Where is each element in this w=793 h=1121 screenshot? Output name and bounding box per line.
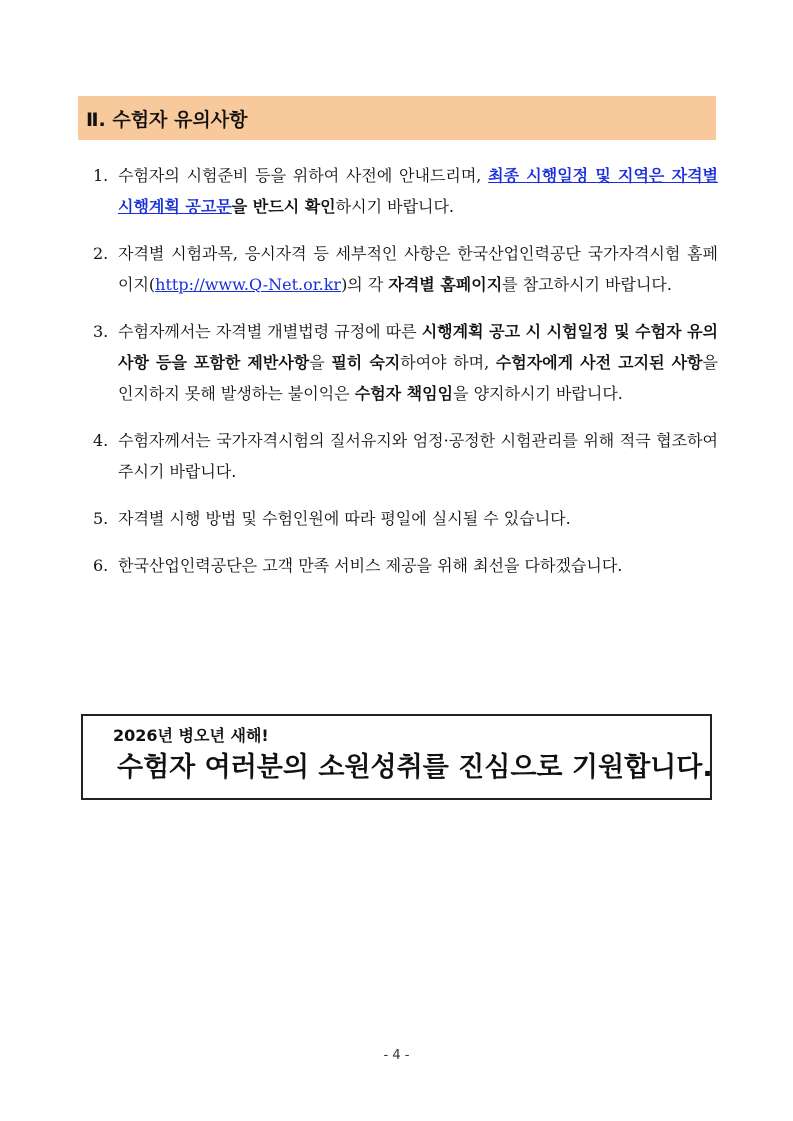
notice-text-plain: 를 참고하시기 바랍니다.: [502, 275, 672, 294]
must-check-emphasis: 을 반드시 확인: [231, 197, 336, 216]
notice-item-3: [93, 316, 718, 409]
notice-item-4: [93, 425, 718, 487]
qnet-link[interactable]: http://www.Q-Net.or.kr: [155, 275, 342, 294]
notice-text: [118, 316, 718, 409]
notice-text: 수험자께서는 국가자격시험의 질서유지와 엄정·공정한 시험관리를 위해 적극 협조하여 주시기 바랍니다.: [118, 431, 718, 481]
notice-text-plain: )의 각: [341, 275, 389, 294]
notice-text-plain: 을 인지하지 못해 발생하는 불이익은: [118, 353, 718, 403]
section-header: [78, 96, 716, 140]
greeting-box: [81, 714, 712, 800]
notice-text-plain: 을: [309, 353, 332, 372]
schedule-announcement-emphasis: 최종 시행일정 및 지역은 자격별 시행계획 공고문: [118, 166, 718, 216]
greeting-year-line: 2026년 병오년 새해!: [113, 726, 269, 745]
page-number: - 4 -: [383, 1048, 410, 1063]
notice-item-1: [93, 160, 718, 222]
must-know-emphasis: 필히 숙지: [331, 353, 401, 372]
notice-text-plain: 하시기 바랍니다.: [335, 197, 455, 216]
notice-text: [118, 160, 718, 222]
notice-text-plain: 하여야 하며,: [400, 353, 496, 372]
prior-notice-emphasis: 수험자에게 사전 고지된 사항: [495, 353, 703, 372]
notice-number: 4.: [93, 431, 109, 450]
notice-number: 5.: [93, 509, 109, 528]
notice-text: [118, 238, 718, 300]
section-title: Ⅱ. 수험자 유의사항: [86, 108, 248, 131]
announcement-emphasis: 시행계획 공고 시 시험일정 및 수험자 유의사항 등을 포함한 제반사항: [118, 322, 718, 372]
notice-number: 3.: [93, 322, 109, 341]
notice-text-plain: 수험자의 시험준비 등을 위하여 사전에 안내드리며,: [118, 166, 489, 185]
greeting-message: 수험자 여러분의 소원성취를 진심으로 기원합니다.: [117, 752, 713, 783]
notice-number: 2.: [93, 244, 109, 263]
notice-text-plain: 수험자께서는 자격별 개별법령 규정에 따른: [118, 322, 422, 341]
notice-text-plain: 자격별 시험과목, 응시자격 등 세부적인 사항은 한국산업인력공단 국가자격시험 홈페이지(: [118, 244, 718, 294]
responsibility-emphasis: 수험자 책임임: [354, 384, 454, 403]
notice-item-6: [93, 550, 718, 581]
notice-number: 1.: [93, 166, 109, 185]
notice-list: [93, 160, 718, 597]
notice-item-5: [93, 503, 718, 534]
notice-text: 한국산업인력공단은 고객 만족 서비스 제공을 위해 최선을 다하겠습니다.: [118, 556, 623, 575]
notice-number: 6.: [93, 556, 109, 575]
notice-text: 자격별 시행 방법 및 수험인원에 따라 평일에 실시될 수 있습니다.: [118, 509, 571, 528]
notice-item-2: [93, 238, 718, 300]
homepage-emphasis: 자격별 홈페이지: [388, 275, 503, 294]
notice-text-plain: 을 양지하시기 바랍니다.: [453, 384, 623, 403]
